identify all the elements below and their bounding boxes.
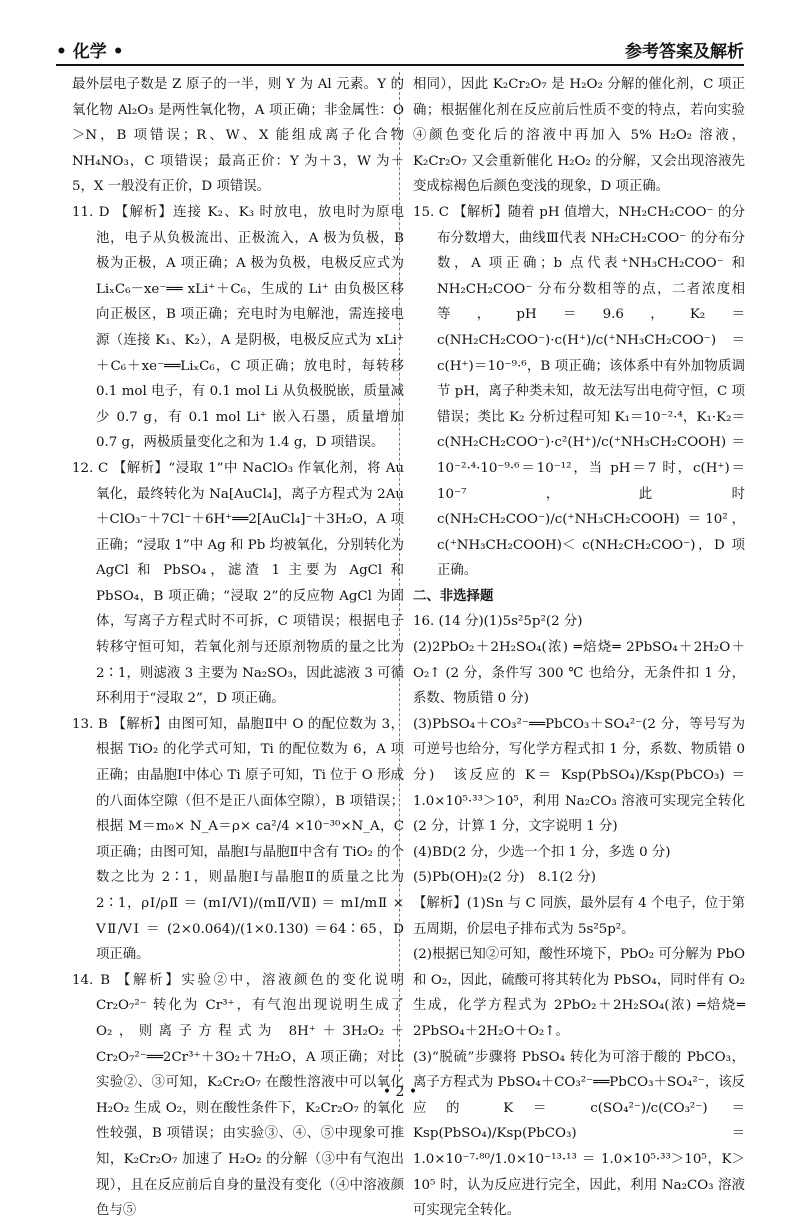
answer-12: 12. C 【解析】“浸取 1”中 NaClO₃ 作氧化剂，将 Au 氧化，最终转化为 Na[AuCl₄]，离子方程式为 2Au＋ClO₃⁻＋7Cl⁻＋6H⁺══2[AuCl₄]⁻＋3H₂O，A 项正确；“浸取 1”中 Ag 和 Pb 均被氧化，分别转化为 AgCl 和 PbSO₄，滤渣 1 主要为 AgCl 和 PbSO₄，B 项正确；“浸取 2”的反应物 AgCl 为固体，写离子方程式时不可拆，C 项错误；根据电子转移守恒可知，若氧化剂与还原剂物质的量之比为 2∶1，则滤液 3 主要为 Na₂SO₃，因此滤液 3 可循环利用于“浸取 2”，D 项正确。: [72, 460, 404, 707]
answer-16-part4: (4)BD(2 分，少选一个扣 1 分，多选 0 分): [413, 844, 671, 860]
subject-label: • 化学 •: [56, 42, 124, 62]
section-heading: 二、非选择题: [413, 588, 494, 604]
header-rule: [56, 64, 744, 66]
left-column: [72, 72, 404, 1224]
answer-14-continuation: 相同），因此 K₂Cr₂O₇ 是 H₂O₂ 分解的催化剂，C 项正确；根据催化剂在反应前后性质不变的特点，若向实验④颜色变化后的溶液中再加入 5% H₂O₂ 溶液，K₂Cr₂O₇ 又会重新催化 H₂O₂ 的分解，又会出现溶液先变成棕褐色后颜色变浅的现象，D 项正确。: [413, 77, 745, 195]
page-number: • 2 •: [382, 1084, 418, 1100]
answer-13: 13. B 【解析】由图可知，晶胞Ⅱ中 O 的配位数为 3，根据 TiO₂ 的化学式可知，Ti 的配位数为 6，A 项正确；由晶胞Ⅰ中体心 Ti 原子可知，Ti 位于 O 形成的八面体空隙（但不是正八面体空隙），B 项错误；根据 M＝m₀× N_A＝ρ× ca²/4 ×10⁻³⁰×N_A，C 项正确；由图可知，晶胞Ⅰ与晶胞Ⅱ中含有 TiO₂ 的个数之比为 2∶1，则晶胞Ⅰ与晶胞Ⅱ的质量之比为 2∶1，ρⅠ/ρⅡ ＝ (mⅠ/VⅠ)/(mⅡ/VⅡ) ＝ mⅠ/mⅡ × VⅡ/VⅠ ＝ (2×0.064)/(1×0.130) ＝64∶65，D 项正确。: [72, 716, 404, 963]
document-title: 参考答案及解析: [625, 42, 744, 62]
page-header: [56, 38, 744, 62]
right-column: [413, 72, 745, 1224]
answer-16-part5: (5)Pb(OH)₂(2 分) 8.1(2 分): [413, 870, 596, 886]
analysis-16-2: (2)根据已知②可知，酸性环境下，PbO₂ 可分解为 PbO 和 O₂，因此，硫酸可将其转化为 PbSO₄，同时伴有 O₂ 生成，化学方程式为 2PbO₂＋2H₂SO₄(浓) ═焙烧═ 2PbSO₄＋2H₂O＋O₂↑。: [413, 947, 745, 1039]
analysis-16-3: (3)“脱硫”步骤将 PbSO₄ 转化为可溶于酸的 PbCO₃，离子方程式为 PbSO₄＋CO₃²⁻══PbCO₃＋SO₄²⁻，该反应的 K＝ c(SO₄²⁻)/c(CO₃²⁻) ＝ Ksp(PbSO₄)/Ksp(PbCO₃) ＝ 1.0×10⁻⁷·⁸⁰/1.0×10⁻¹³·¹³ ＝ 1.0×10⁵·³³＞10⁵，K＞10⁵ 时，认为反应进行完全，因此，利用 Na₂CO₃ 溶液可实现完全转化。: [413, 1049, 745, 1219]
analysis-16-1: 【解析】(1)Sn 与 C 同族，最外层有 4 个电子，位于第五周期，价层电子排布式为 5s²5p²。: [413, 896, 745, 937]
answer-14: 14. B 【解析】实验②中，溶液颜色的变化说明 Cr₂O₇²⁻ 转化为 Cr³⁺，有气泡出现说明生成了 O₂，则离子方程式为 8H⁺＋3H₂O₂＋Cr₂O₇²⁻══2Cr³⁺＋3O₂＋7H₂O，A 项正确；对比实验②、③可知，K₂Cr₂O₇ 在酸性溶液中可以氧化 H₂O₂ 生成 O₂，则在酸性条件下，K₂Cr₂O₇ 的氧化性较强，B 项错误；由实验③、④、⑤中现象可推知，K₂Cr₂O₇ 加速了 H₂O₂ 的分解（③中有气泡出现），且在反应前后自身的量没有变化（④中溶液颜色与⑤: [72, 972, 404, 1219]
answer-16-part3: (3)PbSO₄＋CO₃²⁻══PbCO₃＋SO₄²⁻(2 分，等号写为可逆号也给分，写化学方程式扣 1 分，系数、物质错 0 分) 该反应的 K＝ Ksp(PbSO₄)/Ksp(PbCO₃) ＝1.0×10⁵·³³＞10⁵，利用 Na₂CO₃ 溶液可实现完全转化(2 分，计算 1 分，文字说明 1 分): [413, 716, 745, 835]
answer-16-part1: 16. (14 分)(1)5s²5p²(2 分): [413, 614, 583, 630]
answer-10-continuation: 最外层电子数是 Z 原子的一半，则 Y 为 Al 元素。Y 的氧化物 Al₂O₃ 是两性氧化物，A 项正确；非金属性：O＞N，B 项错误；R、W、X 能组成离子化合物 NH₄NO₃，C 项错误；最高正价：Y 为＋3，W 为＋5，X 一般没有正价，D 项错误。: [72, 77, 404, 195]
answer-15: 15. C 【解析】随着 pH 值增大，NH₂CH₂COO⁻ 的分布分数增大，曲线Ⅲ代表 NH₂CH₂COO⁻ 的分布分数，A 项正确；b 点代表⁺NH₃CH₂COO⁻ 和 NH₂CH₂COO⁻ 分布分数相等的点，二者浓度相等，pH＝9.6，K₂＝ c(NH₂CH₂COO⁻)·c(H⁺)/c(⁺NH₃CH₂COO⁻) ＝c(H⁺)＝10⁻⁹·⁶，B 项正确；该体系中有外加物质调节 pH，离子种类未知，故无法写出电荷守恒，C 项错误；类比 K₂ 分析过程可知 K₁＝10⁻²·⁴，K₁·K₂＝ c(NH₂CH₂COO⁻)·c²(H⁺)/c(⁺NH₃CH₂COOH) ＝ 10⁻²·⁴·10⁻⁹·⁶＝10⁻¹²，当 pH＝7 时，c(H⁺)＝10⁻⁷，此时 c(NH₂CH₂COO⁻)/c(⁺NH₃CH₂COOH) ＝10²，c(⁺NH₃CH₂COOH)＜ c(NH₂CH₂COO⁻)，D 项正确。: [413, 204, 745, 579]
answer-16-part2: (2)2PbO₂＋2H₂SO₄(浓) ═焙烧═ 2PbSO₄＋2H₂O＋O₂↑ (2 分，条件写 300 ℃ 也给分，无条件扣 1 分，系数、物质错 0 分): [413, 640, 745, 707]
answer-11: 11. D 【解析】连接 K₂、K₃ 时放电，放电时为原电池，电子从负极流出、正极流入，A 极为负极，B 极为正极，A 项正确；A 极为负极，电极反应式为 LiₓC₆－xe⁻══ xLi⁺＋C₆，生成的 Li⁺ 由负极区移向正极区，B 项正确；充电时为电解池，需连接电源（连接 K₁、K₂），A 是阴极，电极反应式为 xLi⁺＋C₆＋xe⁻══LiₓC₆，C 项正确；放电时，每转移 0.1 mol 电子，有 0.1 mol Li 从负极脱嵌，质量减少 0.7 g，有 0.1 mol Li⁺ 嵌入石墨，质量增加 0.7 g，两极质量变化之和为 1.4 g，D 项错误。: [72, 204, 404, 451]
